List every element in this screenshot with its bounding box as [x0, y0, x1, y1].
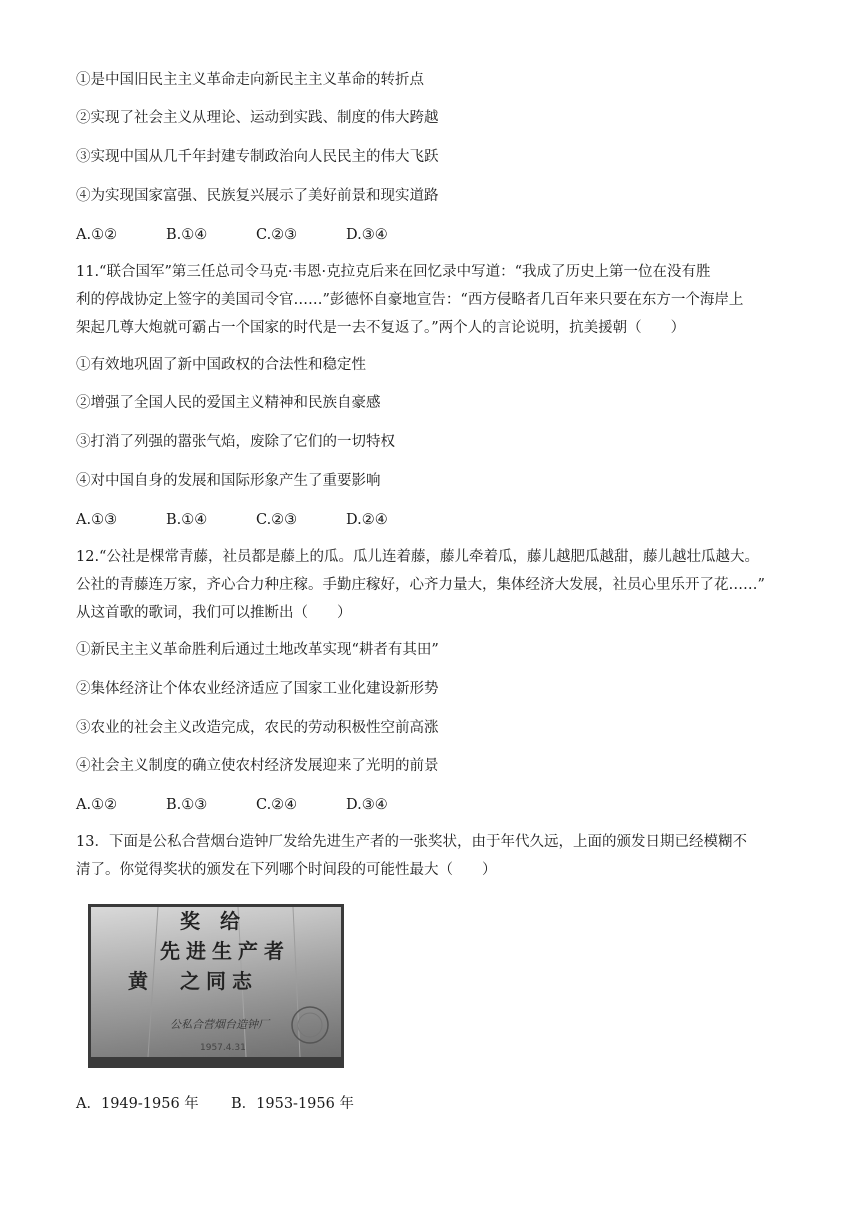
q12-option-4: ④社会主义制度的确立使农村经济发展迎来了光明的前景: [76, 758, 439, 774]
q10-option-1: ①是中国旧民主主义革命走向新民主主义革命的转折点: [76, 72, 424, 88]
q12-choice-a[interactable]: A.①②: [76, 797, 118, 813]
q13-choice-b[interactable]: B．1953-1956 年: [231, 1096, 354, 1112]
q11-stem-line: 架起几尊大炮就可霸占一个国家的时代是一去不复返了。”两个人的言论说明，抗美援朝（ ）: [76, 320, 686, 336]
q10-choice-b[interactable]: B.①④: [166, 227, 208, 243]
q12-choices: [76, 795, 436, 815]
q11-option-4: ④对中国自身的发展和国际形象产生了重要影响: [76, 473, 381, 489]
q10-choices: [76, 225, 436, 245]
certificate-photo-svg: [88, 904, 344, 1068]
q11-choice-a[interactable]: A.①③: [76, 512, 118, 528]
q13-choice-a[interactable]: A．1949-1956 年: [76, 1096, 199, 1112]
q10-option-3: ③实现中国从几千年封建专制政治向人民民主的伟大飞跃: [76, 149, 439, 165]
q13-stem-line: 13．下面是公私合营烟台造钟厂发给先进生产者的一张奖状，由于年代久远，上面的颁发日期已经模糊不: [76, 834, 747, 850]
q11-stem-line: 利的停战协定上签字的美国司令官……”彭德怀自豪地宣告：“西方侵略者几百年来只要在东方一个海岸上: [76, 292, 744, 308]
q10-choice-c[interactable]: C.②③: [256, 227, 298, 243]
q10-choice-a[interactable]: A.①②: [76, 227, 118, 243]
q12-stem-line: 公社的青藤连万家，齐心合力种庄稼。手勤庄稼好，心齐力量大，集体经济大发展，社员心里乐开了花……”: [76, 577, 765, 593]
q10-option-2: ②实现了社会主义从理论、运动到实践、制度的伟大跨越: [76, 110, 439, 126]
q12-option-2: ②集体经济让个体农业经济适应了国家工业化建设新形势: [76, 681, 439, 697]
q13-choices: [76, 1094, 386, 1114]
q12-option-3: ③农业的社会主义改造完成，农民的劳动积极性空前高涨: [76, 720, 439, 736]
q12-stem-line: 从这首歌的歌词，我们可以推断出（ ）: [76, 605, 352, 621]
certificate-line-1: 奖 给: [180, 909, 240, 933]
q11-choice-c[interactable]: C.②③: [256, 512, 298, 528]
q13-stem: [76, 828, 784, 884]
q12-option-1: ①新民主主义革命胜利后通过土地改革实现“耕者有其田”: [76, 642, 439, 658]
q11-stem: [76, 258, 784, 342]
q11-stem-line: 11.“联合国军”第三任总司令马克·韦恩·克拉克后来在回忆录中写道：“我成了历史上第一位在没有胜: [76, 264, 711, 280]
q11-choice-d[interactable]: D.②④: [346, 512, 388, 528]
q13-stem-line: 清了。你觉得奖状的颁发在下列哪个时间段的可能性最大（ ）: [76, 862, 497, 878]
q10-option-4: ④为实现国家富强、民族复兴展示了美好前景和现实道路: [76, 188, 439, 204]
certificate-photo: [88, 904, 344, 1068]
q10-choice-d[interactable]: D.③④: [346, 227, 388, 243]
q11-option-3: ③打消了列强的嚣张气焰，废除了它们的一切特权: [76, 434, 395, 450]
certificate-line-3: 黄 之同志: [128, 969, 258, 993]
q11-option-1: ①有效地巩固了新中国政权的合法性和稳定性: [76, 357, 366, 373]
q11-choices: [76, 510, 436, 530]
q12-choice-c[interactable]: C.②④: [256, 797, 298, 813]
q12-choice-d[interactable]: D.③④: [346, 797, 388, 813]
q12-stem: [76, 543, 784, 627]
certificate-line-2: 先进生产者: [160, 939, 290, 963]
q12-stem-line: 12.“公社是棵常青藤，社员都是藤上的瓜。瓜儿连着藤，藤儿牵着瓜，藤儿越肥瓜越甜，藤儿越壮瓜越大。: [76, 549, 759, 565]
q12-choice-b[interactable]: B.①③: [166, 797, 208, 813]
q11-option-2: ②增强了全国人民的爱国主义精神和民族自豪感: [76, 395, 381, 411]
certificate-date: 1957.4.31: [200, 1043, 246, 1053]
q11-choice-b[interactable]: B.①④: [166, 512, 208, 528]
certificate-line-4: 公私合营烟台造钟厂: [170, 1018, 269, 1031]
